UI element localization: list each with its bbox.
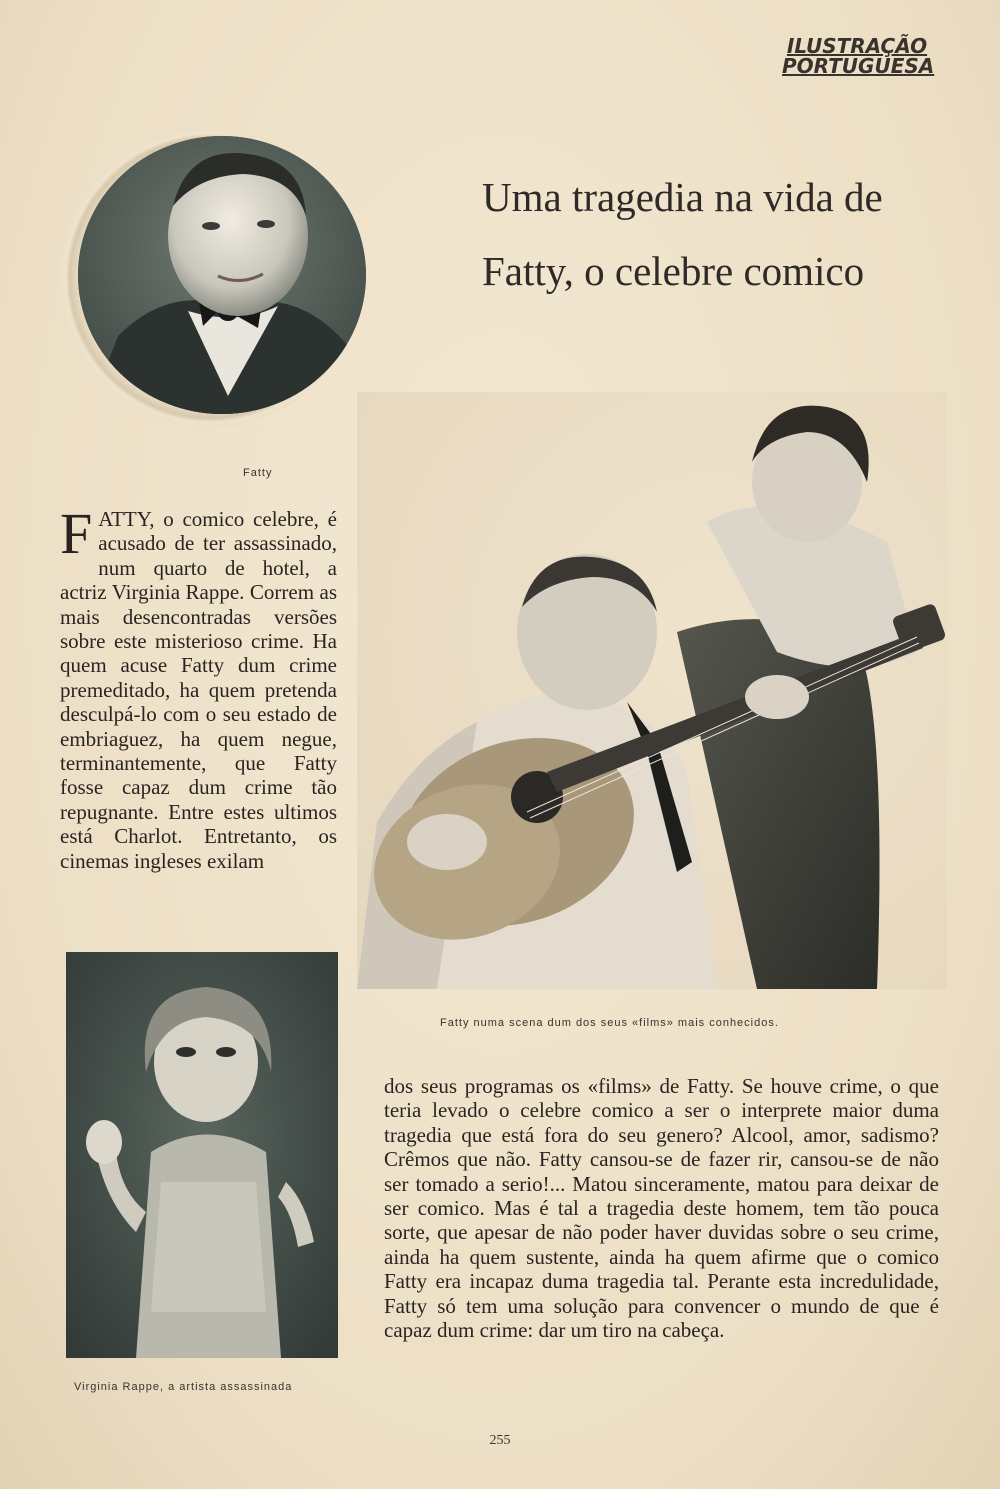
title-line-1: Uma tragedia na vida de <box>482 174 883 220</box>
article-column-2: dos seus programas os «films» de Fatty. Se houve crime, o que teria levado o celebre comico a ser o interprete maior duma tragedia que está fora do seu genero? Alcool, amor, sadismo? Crêmos que não. Fatty cansou-se de fazer rir, cansou-se de não ser tomado a serio!... Matou sinceramente, matou para deixar de ser comico. Mas é tal a tragedia deste homem, tem tão pouca sorte, que apesar de não poder haver duvidas sobre o seu crime, ainda ha quem sustente, ainda ha quem afirme que o comico Fatty era incapaz duma tragedia tal. Perante esta incredulidade, Fatty só tem uma solução para convencer o mundo de que é capaz dum crime: dar um tiro na cabeça. <box>384 1074 939 1343</box>
column-1-text: ATTY, o comico celebre, é acusado de ter assassinado, num quarto de hotel, a actriz Virginia Rappe. Correm as mais desencontradas versões sobre este misterioso crime. Ha quem acuse Fatty dum crime premeditado, ha quem pretenda desculpá-lo com o seu estado de embriaguez, ha quem negue, terminantemente, que Fatty fosse capaz dum crime tão repugnante. Entre estes ultimos está Charlot. Entretanto, os cinemas ingleses exilam <box>60 507 337 873</box>
article-column-1 <box>60 501 337 873</box>
guitar-scene-photo <box>357 392 947 989</box>
masthead-line-2: PORTUGUESA <box>782 54 935 78</box>
masthead-logo <box>782 34 935 78</box>
virginia-rappe-photo <box>66 952 338 1358</box>
virginia-caption: Virginia Rappe, a artista assassinada <box>74 1381 293 1393</box>
masthead-line-1: ILUSTRAÇÃO <box>786 34 928 58</box>
fatty-portrait-photo <box>78 136 366 414</box>
drop-cap: F <box>60 501 93 566</box>
title-line-2: Fatty, o celebre comico <box>482 248 865 294</box>
guitar-scene-caption: Fatty numa scena dum dos seus «films» mais conhecidos. <box>440 1017 779 1029</box>
article-title <box>482 160 952 308</box>
portrait-caption: Fatty <box>243 467 273 479</box>
page-number: 255 <box>489 1433 511 1448</box>
